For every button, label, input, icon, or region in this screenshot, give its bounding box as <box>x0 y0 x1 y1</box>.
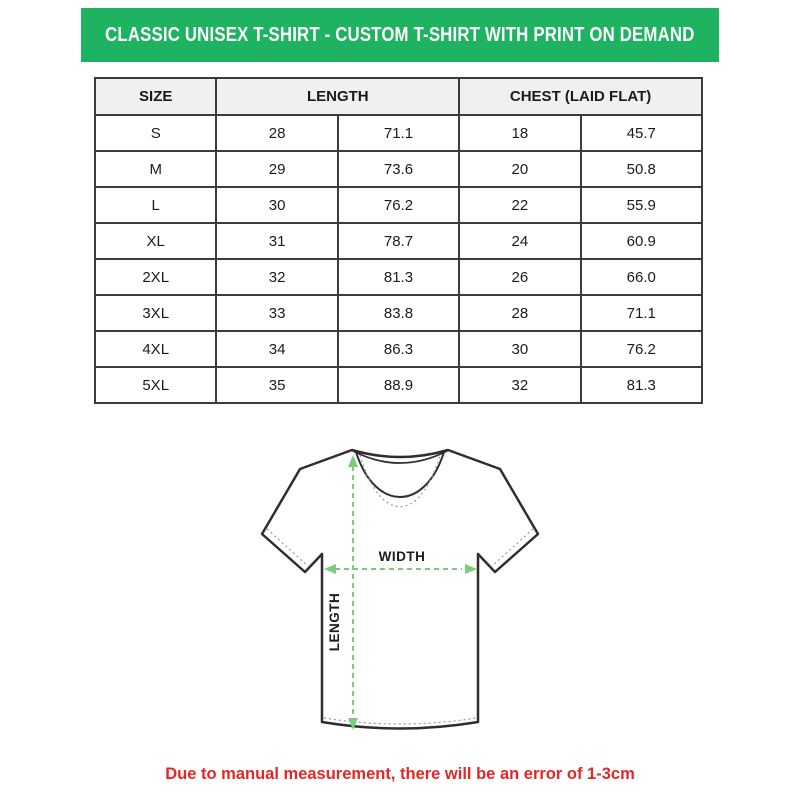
col-header-size: SIZE <box>95 78 216 115</box>
page-title: CLASSIC UNISEX T-SHIRT - CUSTOM T-SHIRT WITH PRINT ON DEMAND <box>105 23 695 46</box>
chest-in-cell: 28 <box>459 295 580 331</box>
size-cell: M <box>95 151 216 187</box>
col-header-chest: CHEST (LAID FLAT) <box>459 78 702 115</box>
chest-in-cell: 26 <box>459 259 580 295</box>
length-in-cell: 29 <box>216 151 337 187</box>
size-chart-table <box>94 77 703 404</box>
table-row <box>95 259 702 295</box>
table-row <box>95 331 702 367</box>
length-cm-cell: 76.2 <box>338 187 459 223</box>
chest-cm-cell: 81.3 <box>581 367 702 403</box>
size-cell: 4XL <box>95 331 216 367</box>
chest-cm-cell: 50.8 <box>581 151 702 187</box>
size-cell: 5XL <box>95 367 216 403</box>
length-in-cell: 32 <box>216 259 337 295</box>
table-row <box>95 115 702 151</box>
length-cm-cell: 73.6 <box>338 151 459 187</box>
header-row <box>95 78 702 115</box>
title-banner <box>81 8 719 62</box>
chest-in-cell: 18 <box>459 115 580 151</box>
chest-in-cell: 22 <box>459 187 580 223</box>
chest-in-cell: 24 <box>459 223 580 259</box>
table-row <box>95 367 702 403</box>
length-cm-cell: 86.3 <box>338 331 459 367</box>
length-in-cell: 30 <box>216 187 337 223</box>
table-row <box>95 151 702 187</box>
length-in-cell: 33 <box>216 295 337 331</box>
chest-in-cell: 30 <box>459 331 580 367</box>
tshirt-measurement-diagram <box>250 442 550 752</box>
table-row <box>95 223 702 259</box>
chest-cm-cell: 66.0 <box>581 259 702 295</box>
length-in-cell: 35 <box>216 367 337 403</box>
length-in-cell: 34 <box>216 331 337 367</box>
size-cell: S <box>95 115 216 151</box>
size-cell: XL <box>95 223 216 259</box>
chest-cm-cell: 71.1 <box>581 295 702 331</box>
length-in-cell: 28 <box>216 115 337 151</box>
table-row <box>95 295 702 331</box>
tshirt-outline <box>262 450 538 729</box>
measurement-note: Due to manual measurement, there will be an error of 1-3cm <box>165 765 635 783</box>
chest-cm-cell: 60.9 <box>581 223 702 259</box>
length-cm-cell: 81.3 <box>338 259 459 295</box>
width-label: WIDTH <box>378 549 426 564</box>
size-cell: 2XL <box>95 259 216 295</box>
size-cell: 3XL <box>95 295 216 331</box>
length-cm-cell: 83.8 <box>338 295 459 331</box>
chest-in-cell: 32 <box>459 367 580 403</box>
chest-cm-cell: 76.2 <box>581 331 702 367</box>
length-cm-cell: 88.9 <box>338 367 459 403</box>
chest-in-cell: 20 <box>459 151 580 187</box>
chest-cm-cell: 55.9 <box>581 187 702 223</box>
length-cm-cell: 71.1 <box>338 115 459 151</box>
table-row <box>95 187 702 223</box>
size-cell: L <box>95 187 216 223</box>
chest-cm-cell: 45.7 <box>581 115 702 151</box>
col-header-length: LENGTH <box>216 78 459 115</box>
length-cm-cell: 78.7 <box>338 223 459 259</box>
length-in-cell: 31 <box>216 223 337 259</box>
length-label: LENGTH <box>327 592 342 652</box>
